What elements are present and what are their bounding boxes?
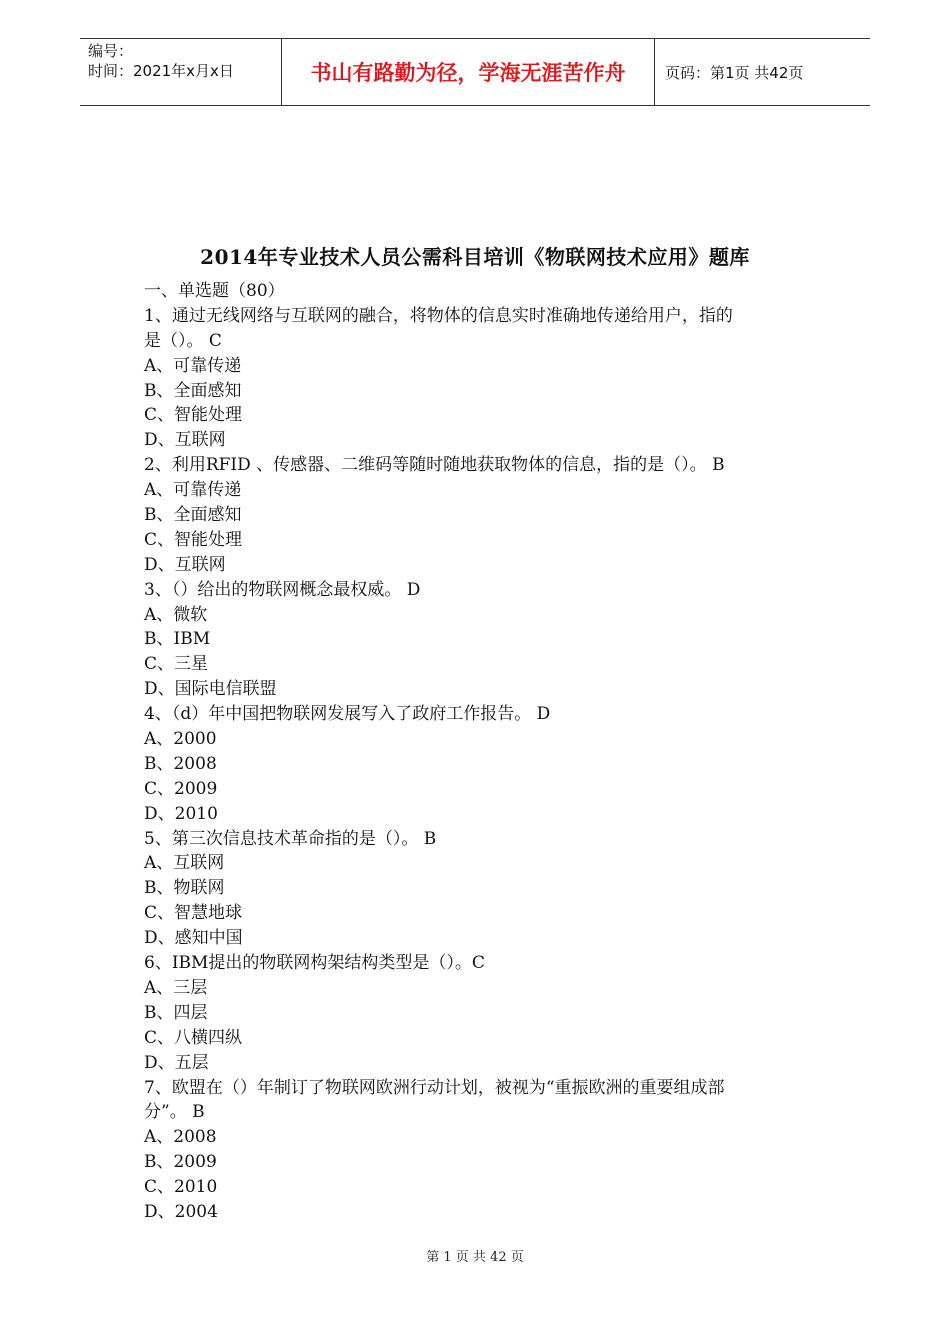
header-meta	[80, 39, 281, 105]
text-line: D、互联网	[144, 554, 226, 575]
text-line: 4、（d）年中国把物联网发展写入了政府工作报告。 D	[144, 704, 551, 725]
text-line: A、三层	[144, 977, 208, 998]
header-motto: 书山有路勤为径，学海无涯苦作舟	[281, 39, 655, 105]
page-footer: 第 1 页 共 42 页	[426, 1250, 524, 1265]
text-line: B、物联网	[144, 878, 225, 899]
text-line: C、三星	[144, 654, 209, 675]
page-header	[80, 38, 870, 106]
text-line: C、八横四纵	[144, 1027, 243, 1048]
text-line: B、全面感知	[144, 505, 242, 526]
text-line: C、智慧地球	[144, 903, 243, 924]
text-line: 3、（）给出的物联网概念最权威。 D	[144, 579, 421, 600]
text-line: 是（）。 C	[144, 330, 222, 351]
text-line: B、全面感知	[144, 380, 242, 401]
text-line: D、五层	[144, 1052, 209, 1073]
document-title: 2014年专业技术人员公需科目培训《物联网技术应用》题库	[200, 245, 750, 269]
text-line: D、2004	[144, 1201, 218, 1222]
text-line: A、2000	[144, 729, 217, 750]
text-line: C、2010	[144, 1177, 218, 1198]
text-line: A、互联网	[144, 853, 225, 874]
text-line: D、国际电信联盟	[144, 679, 277, 700]
text-line: B、四层	[144, 1002, 208, 1023]
header-page-info: 页码：第1页 共42页	[665, 63, 804, 82]
text-line: 一、单选题（80）	[144, 281, 285, 301]
text-line: A、可靠传递	[144, 355, 242, 376]
text-line: A、2008	[144, 1127, 217, 1148]
text-line: B、IBM	[144, 629, 211, 650]
text-line: C、智能处理	[144, 529, 243, 550]
text-line: 1、通过无线网络与互联网的融合，将物体的信息实时准确地传递给用户，指的	[144, 305, 733, 326]
text-line: 5、第三次信息技术革命指的是（）。 B	[144, 828, 437, 849]
text-line: D、感知中国	[144, 928, 243, 949]
text-line: C、2009	[144, 778, 218, 799]
text-line: 6、IBM提出的物联网构架结构类型是（）。C	[144, 953, 485, 974]
time-label: 时间：2021年x月x日	[88, 62, 234, 80]
text-line: 2、利用RFID 、传感器、二维码等随时随地获取物体的信息，指的是（）。 B	[144, 455, 725, 476]
text-line: A、可靠传递	[144, 480, 242, 501]
code-label: 编号：	[88, 42, 134, 60]
text-line: 分”。 B	[144, 1102, 205, 1123]
question-list	[144, 279, 824, 1225]
text-line: D、2010	[144, 803, 218, 824]
text-line: D、互联网	[144, 430, 226, 451]
text-line: B、2009	[144, 1152, 217, 1173]
text-line: B、2008	[144, 753, 217, 774]
text-line: A、微软	[144, 604, 208, 625]
text-line: 7、欧盟在（）年制订了物联网欧洲行动计划，被视为“重振欧洲的重要组成部	[144, 1077, 725, 1098]
text-line: C、智能处理	[144, 405, 243, 426]
